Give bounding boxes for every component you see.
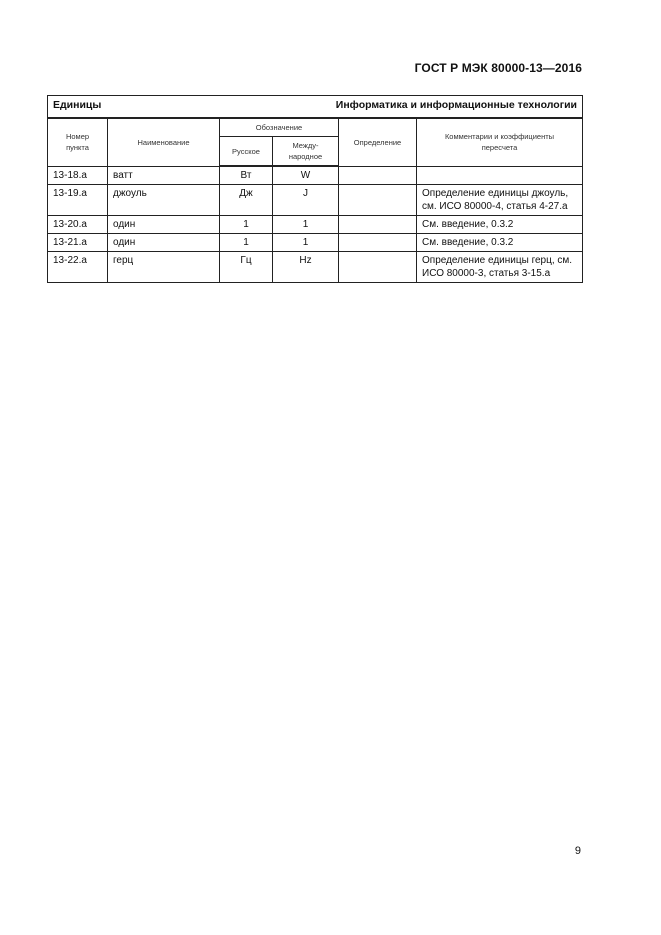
cell-russian: 1 — [220, 234, 273, 252]
cell-number: 13-18.a — [48, 166, 108, 185]
table-row — [48, 166, 583, 185]
cell-comments: Определение единицы джоуль, см. ИСО 80000-4, статья 4-27.a — [417, 185, 583, 216]
cell-number: 13-20.a — [48, 216, 108, 234]
cell-definition — [339, 185, 417, 216]
cell-number: 13-22.a — [48, 252, 108, 283]
cell-number: 13-21.a — [48, 234, 108, 252]
column-header-definition: Определение — [339, 118, 417, 166]
cell-definition — [339, 216, 417, 234]
cell-comments: См. введение, 0.3.2 — [417, 234, 583, 252]
column-header-name: Наименование — [108, 118, 220, 166]
column-header-comments: Комментарии и коэффициенты пересчета — [417, 118, 583, 166]
page-number: 9 — [574, 845, 581, 857]
cell-international: W — [273, 166, 339, 185]
cell-comments — [417, 166, 583, 185]
cell-name: джоуль — [108, 185, 220, 216]
cell-international: Hz — [273, 252, 339, 283]
cell-name: герц — [108, 252, 220, 283]
cell-name: один — [108, 234, 220, 252]
cell-international: J — [273, 185, 339, 216]
cell-international: 1 — [273, 216, 339, 234]
cell-number: 13-19.a — [48, 185, 108, 216]
column-header-russian: Русское — [220, 137, 273, 167]
cell-russian: Гц — [220, 252, 273, 283]
cell-international: 1 — [273, 234, 339, 252]
document-code: ГОСТ Р МЭК 80000-13—2016 — [414, 61, 582, 75]
column-header-number: Номер пункта — [48, 118, 108, 166]
cell-definition — [339, 166, 417, 185]
table-title-left: Единицы — [53, 99, 102, 111]
table-title-cell — [48, 96, 583, 119]
cell-name: один — [108, 216, 220, 234]
cell-comments: См. введение, 0.3.2 — [417, 216, 583, 234]
column-header-international: Между-народное — [273, 137, 339, 167]
units-table — [47, 95, 583, 283]
table-title-right: Информатика и информационные технологии — [335, 99, 577, 111]
table-row — [48, 185, 583, 216]
cell-comments: Определение единицы герц, см. ИСО 80000-3, статья 3-15.a — [417, 252, 583, 283]
cell-russian: 1 — [220, 216, 273, 234]
cell-russian: Вт — [220, 166, 273, 185]
table-title-row — [48, 96, 583, 119]
table-row — [48, 216, 583, 234]
cell-definition — [339, 234, 417, 252]
column-header-designation: Обозначение — [220, 118, 339, 137]
table-row — [48, 252, 583, 283]
cell-russian: Дж — [220, 185, 273, 216]
cell-name: ватт — [108, 166, 220, 185]
cell-definition — [339, 252, 417, 283]
table-row — [48, 234, 583, 252]
